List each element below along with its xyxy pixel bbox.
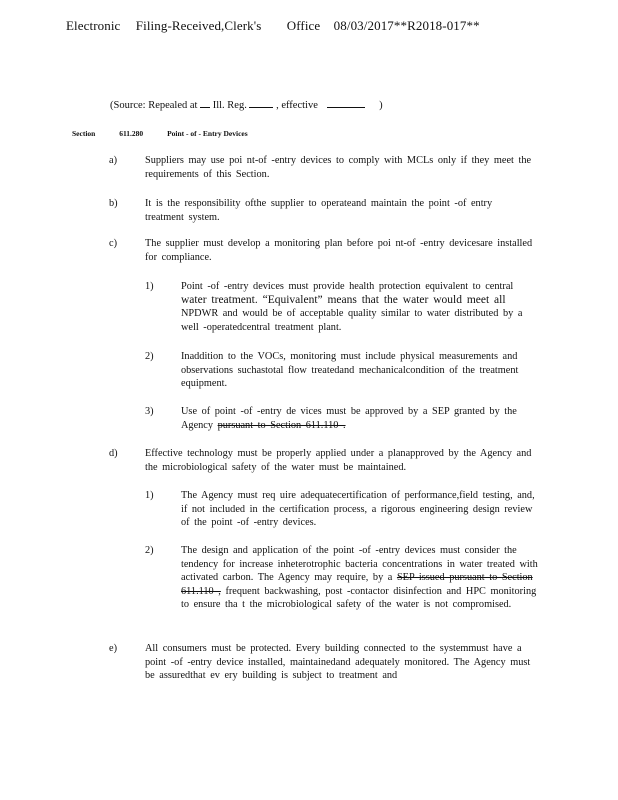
subsection-a — [109, 154, 535, 181]
header-office: Office — [286, 18, 321, 33]
subsection-e — [109, 642, 535, 683]
subsection-e-text: All consumers must be protected. Every building connected to the systemmust have a point -of -entry device installed, maintainedand adequately monitored. The Agency must be assuredthat ev ery building is subject to treatment and — [145, 643, 531, 682]
paragraph-d2-main: The design and application of the point -of -entry devices must consider the tendency for increase inheterotrophic bacteria concentrations in water treated with activated carbon. The Agency may require, by a — [181, 545, 538, 584]
header-date-docket: 08/03/2017**R2018-017** — [333, 18, 480, 33]
paragraph-d2-label: 2) — [145, 545, 154, 556]
paragraph-d2 — [145, 544, 541, 612]
source-reg: Ill. Reg. — [212, 100, 247, 111]
paragraph-c2 — [145, 350, 541, 391]
source-close: ) — [379, 100, 383, 111]
header-filing-received: Filing-Received,Clerk's — [135, 18, 262, 33]
section-number: 611.280 — [119, 129, 144, 138]
paragraph-d2-rest: frequent backwashing, post -contactor disinfection and HPC monitoring to ensure tha t the microbiological safety of the water is not compromised. — [181, 585, 537, 611]
source-effective: , effective — [276, 100, 318, 111]
subsection-e-label: e) — [109, 643, 117, 654]
section-heading — [72, 129, 270, 138]
paragraph-c3-main: Use of point -of -entry de vices must be approved by a SEP granted by the Agency — [181, 406, 517, 431]
paragraph-c3-label: 3) — [145, 406, 154, 417]
subsection-c-label: c) — [109, 238, 117, 249]
paragraph-c1 — [145, 280, 541, 334]
subsection-d-label: d) — [109, 448, 118, 459]
paragraph-c3-struck: pursuant to Section 611.110 . — [217, 419, 346, 431]
header-electronic: Electronic — [66, 18, 121, 33]
filing-header — [66, 18, 480, 34]
subsection-c — [109, 237, 535, 264]
paragraph-c1-line2: water treatment. “Equivalent” means that the water would meet all — [181, 293, 506, 306]
paragraph-d1 — [145, 489, 541, 530]
paragraph-c1-line3: NPDWR and would be of acceptable quality similar to water distributed by a well -operatedcentral treatment plant. — [181, 308, 523, 333]
subsection-b — [109, 197, 535, 224]
subsection-d-text: Effective technology must be properly applied under a planapproved by the Agency and the microbiological safety of the water must be maintained. — [145, 448, 532, 473]
paragraph-c2-text: Inaddition to the VOCs, monitoring must include physical measurements and observations suchastotal flow treatedand mechanicalcondition of the treatment equipment. — [181, 351, 519, 390]
paragraph-d1-label: 1) — [145, 490, 154, 501]
paragraph-c1-label: 1) — [145, 281, 154, 292]
paragraph-c1-line1: Point -of -entry devices must provide health protection equivalent to central — [181, 281, 514, 292]
subsection-a-text: Suppliers may use poi nt-of -entry devices to comply with MCLs only if they meet the requirements of this Section. — [145, 155, 532, 180]
section-title: Point - of - Entry Devices — [167, 129, 248, 138]
paragraph-d2-struck: SEP issued pursuant to Section 611.110 , — [181, 572, 533, 597]
source-note — [110, 98, 383, 111]
source-prefix: (Source: Repealed at — [110, 100, 198, 111]
subsection-a-label: a) — [109, 155, 117, 166]
subsection-b-label: b) — [109, 198, 118, 209]
blank-page — [249, 98, 273, 108]
subsection-b-text: It is the responsibility ofthe supplier to operateand maintain the point -of entry treatment system. — [145, 198, 493, 223]
paragraph-c2-label: 2) — [145, 351, 154, 362]
paragraph-d2-text — [181, 544, 541, 612]
subsection-d — [109, 447, 535, 474]
blank-volume — [200, 98, 210, 108]
paragraph-d1-text: The Agency must req uire adequatecertification of performance,field testing, and, if not included in the certification process, a rigorous engineering design review of the point -of -entry devices. — [181, 490, 535, 529]
paragraph-c3-text — [181, 405, 541, 432]
blank-date — [327, 98, 365, 108]
paragraph-c3 — [145, 405, 541, 432]
section-label: Section — [72, 129, 96, 138]
subsection-c-text: The supplier must develop a monitoring plan before poi nt-of -entry devicesare installed for compliance. — [145, 238, 533, 263]
